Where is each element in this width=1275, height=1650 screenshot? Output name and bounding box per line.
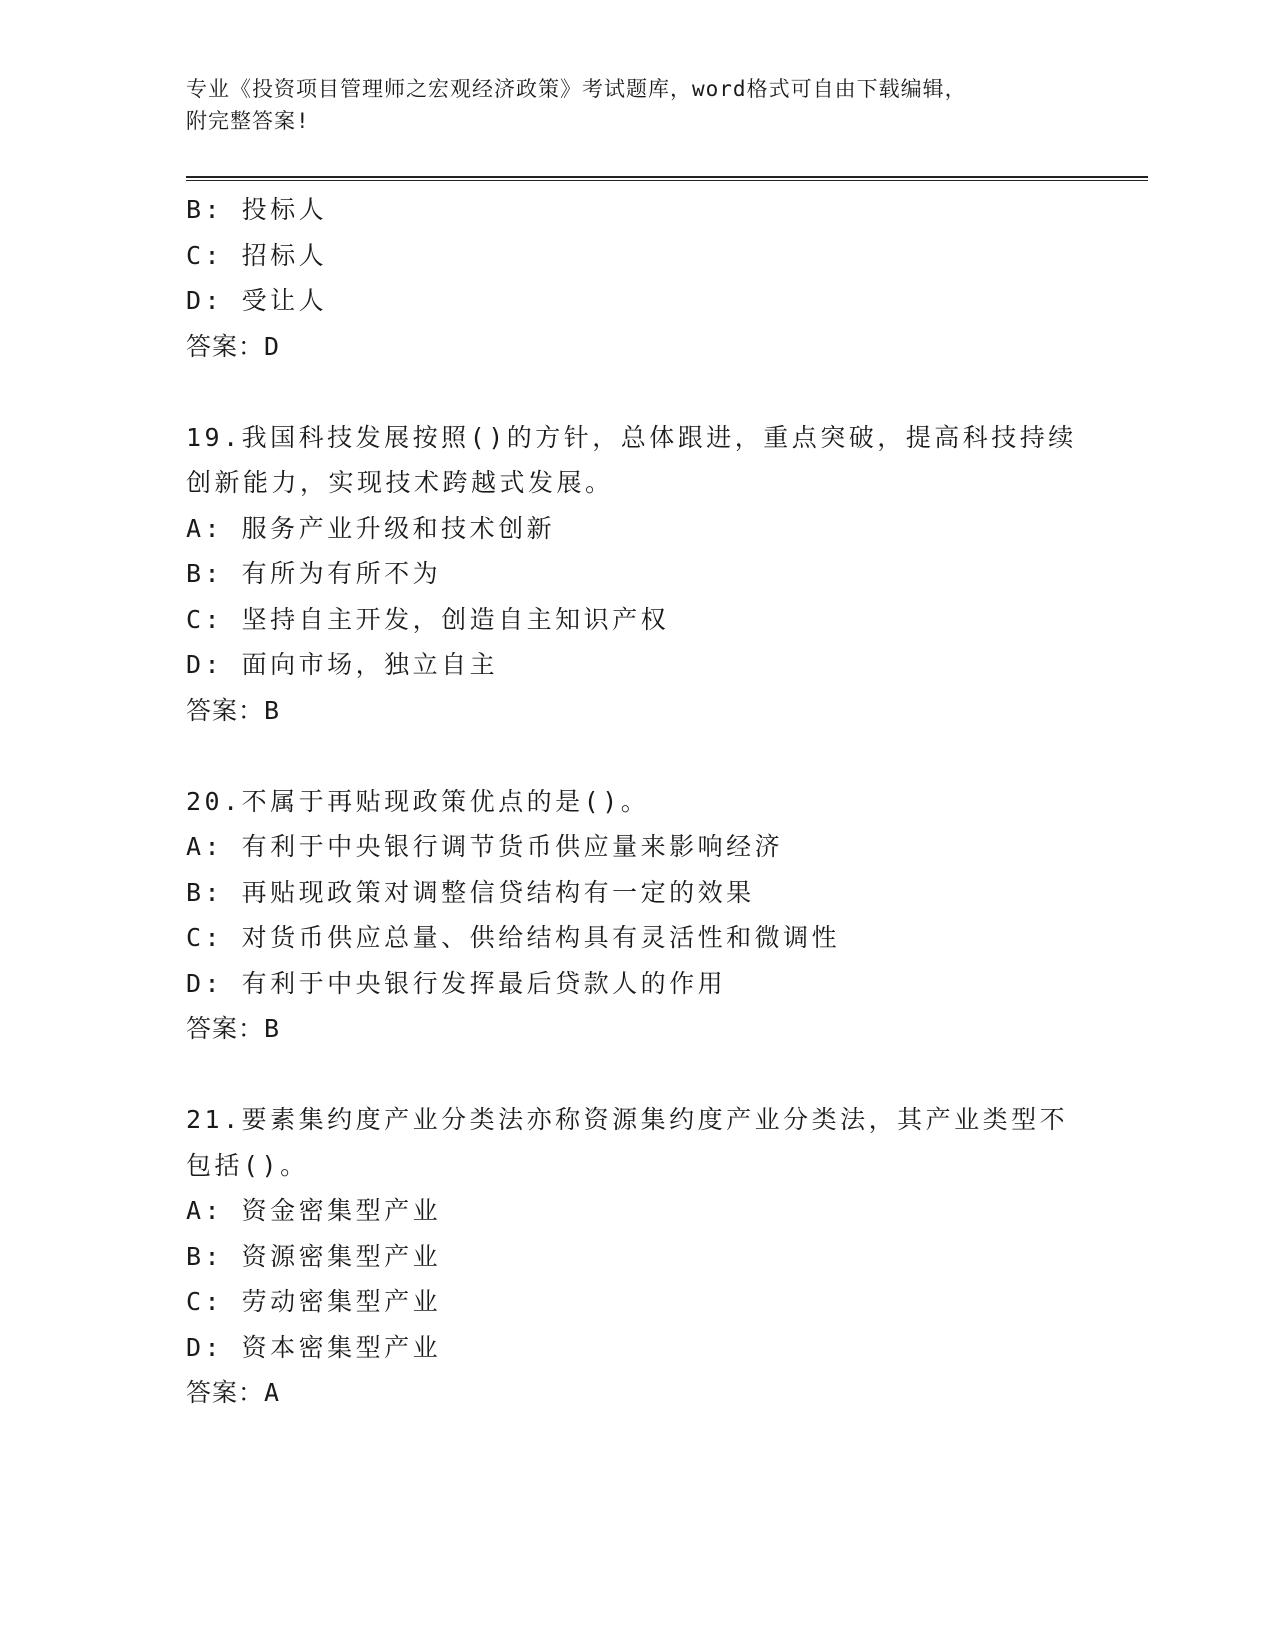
header-line: 专业《投资项目管理师之宏观经济政策》考试题库，word格式可自由下载编辑，	[186, 77, 967, 101]
answer-line	[186, 688, 1086, 734]
spacer	[186, 1052, 1086, 1098]
question-stem: 包括()。	[186, 1150, 309, 1180]
answer-line	[186, 1370, 1086, 1416]
question-stem: 21.要素集约度产业分类法亦称资源集约度产业分类法，其产业类型不	[186, 1105, 1069, 1134]
option-b: B: 有所为有所不为	[186, 559, 442, 588]
answer-label: 答案：	[186, 695, 265, 725]
answer-line	[186, 324, 1086, 370]
answer-label: 答案：	[186, 331, 265, 361]
question-block	[186, 187, 1086, 369]
spacer	[186, 369, 1086, 415]
option-d: D: 有利于中央银行发挥最后贷款人的作用	[186, 968, 727, 998]
question-stem: 创新能力，实现技术跨越式发展。	[186, 468, 614, 497]
question-block	[186, 779, 1086, 1052]
answer-value: A	[264, 1378, 281, 1407]
option-b: B: 资源密集型产业	[186, 1241, 442, 1271]
header-line: 附完整答案!	[186, 109, 310, 133]
option-a: A: 服务产业升级和技术创新	[186, 513, 556, 543]
answer-line	[186, 1006, 1086, 1052]
answer-value: D	[264, 331, 281, 361]
spacer	[186, 733, 1086, 779]
option-b: B: 再贴现政策对调整信贷结构有一定的效果	[186, 877, 755, 907]
option-c: C: 对货币供应总量、供给结构具有灵活性和微调性	[186, 923, 841, 952]
option-a: A: 有利于中央银行调节货币供应量来影响经济	[186, 832, 784, 861]
option-d: D: 受让人	[186, 286, 328, 315]
document-header	[186, 73, 1086, 137]
option-d: D: 资本密集型产业	[186, 1332, 442, 1362]
header-divider	[186, 176, 1148, 181]
answer-value: B	[264, 1014, 281, 1043]
question-stem: 20.不属于再贴现政策优点的是()。	[186, 786, 650, 816]
question-block	[186, 415, 1086, 734]
question-block	[186, 1097, 1086, 1416]
option-d: D: 面向市场，独立自主	[186, 650, 499, 679]
answer-label: 答案：	[186, 1014, 265, 1043]
answer-value: B	[264, 695, 281, 725]
option-b: B: 投标人	[186, 195, 328, 224]
question-list	[186, 187, 1086, 1416]
option-c: C: 招标人	[186, 240, 328, 270]
option-c: C: 坚持自主开发，创造自主知识产权	[186, 604, 670, 634]
answer-label: 答案：	[186, 1378, 265, 1407]
option-c: C: 劳动密集型产业	[186, 1287, 442, 1316]
option-a: A: 资金密集型产业	[186, 1196, 442, 1225]
question-stem: 19.我国科技发展按照()的方针，总体跟进，重点突破，提高科技持续	[186, 422, 1077, 452]
